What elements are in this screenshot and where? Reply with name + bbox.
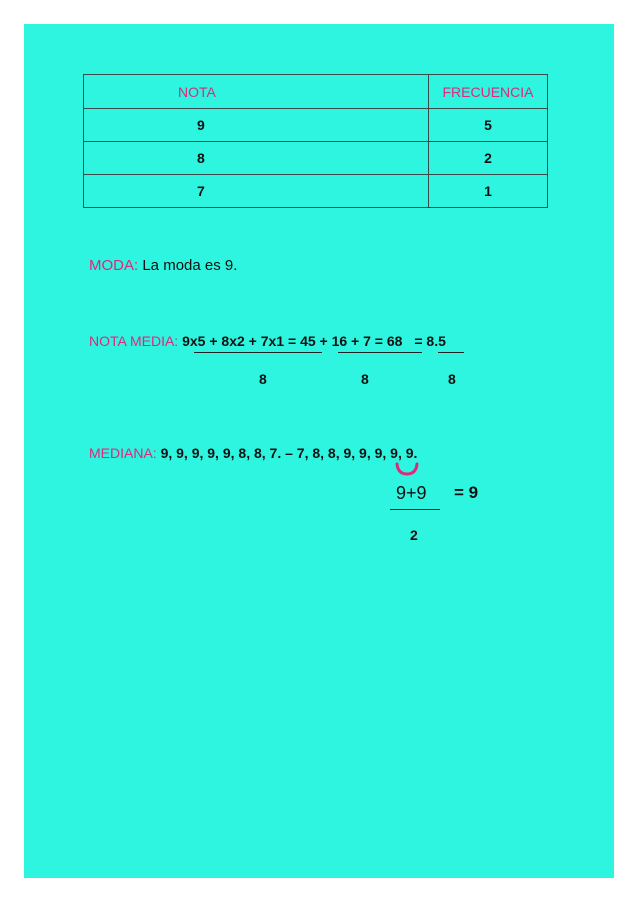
mediana-result: = 9: [454, 483, 479, 502]
nota-media-den2: 8: [361, 371, 369, 387]
cell-nota: 9: [84, 109, 429, 142]
table-row: [84, 175, 548, 208]
nota-media-result: = 8.5: [414, 333, 446, 349]
header-nota: NOTA: [84, 75, 429, 109]
nota-media-expr3: 68: [386, 333, 403, 349]
mediana-line: [89, 445, 417, 461]
mediana-label: MEDIANA:: [89, 445, 157, 461]
header-frecuencia: FRECUENCIA: [429, 75, 548, 109]
nota-media-label: NOTA MEDIA:: [89, 333, 179, 349]
nota-media-eq1: =: [287, 333, 297, 349]
cell-nota: 8: [84, 142, 429, 175]
mediana-sequence: 9, 9, 9, 9, 9, 8, 8, 7. – 7, 8, 8, 9, 9, 9, 9, 9.: [160, 445, 418, 461]
cell-frecuencia: 2: [429, 142, 548, 175]
median-bracket-marker: [394, 462, 420, 480]
nota-media-expr2: 45 + 16 + 7: [300, 333, 371, 349]
cell-frecuencia: 5: [429, 109, 548, 142]
nota-media-den1: 8: [259, 371, 267, 387]
nota-media-expr1: 9x5 + 8x2 + 7x1: [182, 333, 285, 349]
cell-frecuencia: 1: [429, 175, 548, 208]
table-row: [84, 142, 548, 175]
table-row: [84, 109, 548, 142]
nota-media-den3: 8: [448, 371, 456, 387]
mediana-numerator: 9+9: [396, 483, 427, 503]
fraction-bar-3: [438, 352, 464, 353]
nota-media-eq2: =: [374, 333, 383, 349]
mediana-denominator: 2: [410, 527, 418, 543]
table-header-row: [84, 75, 548, 109]
moda-label: MODA:: [89, 257, 139, 274]
fraction-bar-2: [338, 352, 422, 353]
frequency-table: [83, 74, 548, 208]
fraction-bar-1: [194, 352, 322, 353]
cell-nota: 7: [84, 175, 429, 208]
mediana-fraction-bar: [390, 509, 440, 510]
moda-text: La moda es 9.: [142, 257, 238, 274]
moda-line: [89, 257, 237, 274]
document-page: [24, 24, 614, 878]
nota-media-line: [89, 333, 446, 349]
